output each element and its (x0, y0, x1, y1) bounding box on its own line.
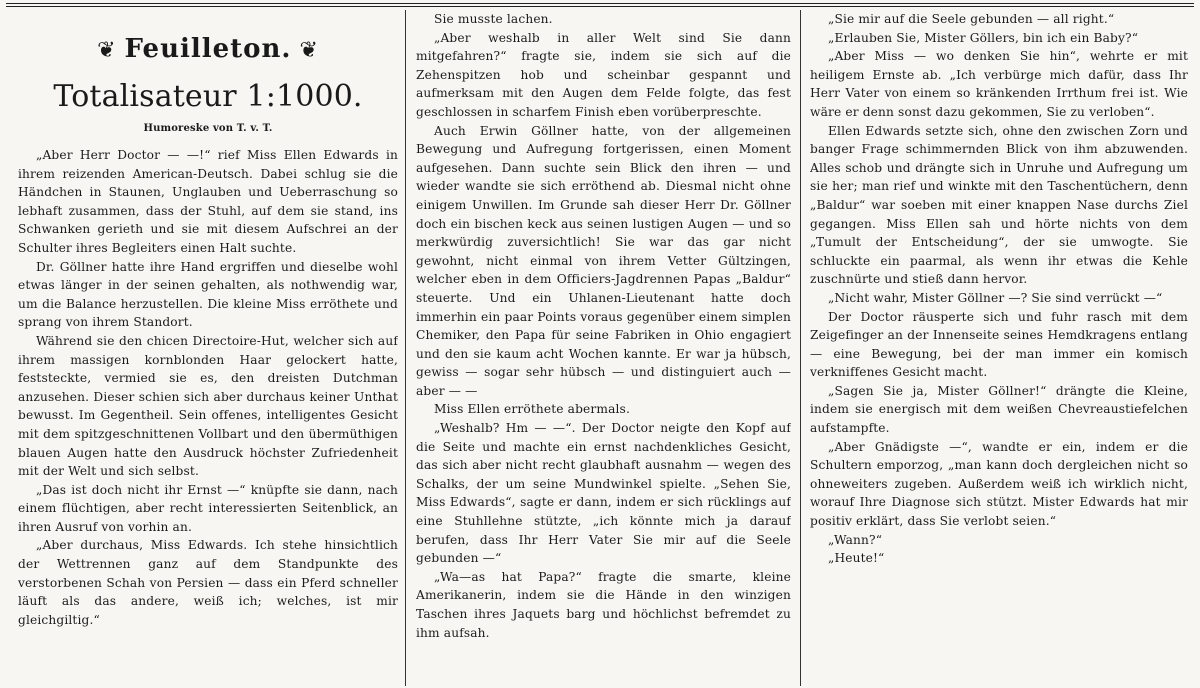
paragraph: Während sie den chicen Directoire-Hut, welcher sich auf ihrem massigen kornblonden Haar gelockert hatte, feststeckte, vermied sie es, den dreisten Dutchman anzusehen. Dieser schien sich aber durchaus keiner Unthat bewusst. Im Gegentheil. Sein offenes, intelligentes Gesicht mit dem spitzgeschnittenen Vollbart und den übermüthigen blauen Augen hatte den Ausdruck höchster Zufriedenheit mit der Welt und sich selbst. (18, 333, 398, 479)
top-double-rule (6, 3, 1194, 7)
column-1 (18, 10, 398, 686)
paragraph: „Aber Miss — wo denken Sie hin“, wehrte er mit heiligem Ernste ab. „Ich verbürge mich dafür, dass Ihr Herr Vater von einem so kränkenden Irrthum frei ist. Wie wäre er denn sonst dazu gekommen, Sie zu verloben“. (810, 49, 1188, 119)
section-heading (18, 34, 398, 66)
article-title: Totalisateur 1:1000. (53, 79, 363, 114)
paragraph: „Das ist doch nicht ihr Ernst —“ knüpfte sie dann, nach einem flüchtigen, aber recht interessierten Seitenblick, an ihren Ausruf von vorhin an. (18, 482, 398, 534)
paragraph: Sie musste lachen. (434, 12, 553, 26)
paragraph: „Wa—as hat Papa?“ fragte die smarte, kleine Amerikanerin, indem sie die Hände in den winzigen Taschen ihres Jaquets barg und höchlichst befremdet zu ihm aufsah. (416, 569, 791, 640)
paragraph: „Sagen Sie ja, Mister Göllner!“ drängte die Kleine, indem sie energisch mit dem weißen Chevreaustiefelchen aufstampfte. (810, 383, 1188, 436)
paragraph: Der Doctor räusperte sich und fuhr rasch mit dem Zeigefinger an der Innenseite seines Hemdkragens entlang — eine Bewegung, bei der man immer ein komisch verkniffenes Gesicht macht. (810, 309, 1188, 380)
paragraph: Ellen Edwards setzte sich, ohne den zwischen Zorn und banger Frage schimmernden Blick von ihm abzuwenden. Alles schob und drängte sich in Unruhe und Aufregung um sie her; man rief und winkte mit den Taschentüchern, denn „Baldur“ war soeben mit einer knappen Nase durchs Ziel gegangen. Miss Ellen sah und hörte nichts von dem „Tumult der Entscheidung“, der sie umwogte. Sie schluckte ein paarmal, als wenn ihr etwas die Kehle zuschnürte und stieß dann hervor. (810, 123, 1188, 287)
paragraph: „Aber Herr Doctor — —!“ rief Miss Ellen Edwards in ihrem reizenden American-Deutsch. Dabei schlug sie die Händchen in Staunen, Unglauben und Ueberraschung so lebhaft zusammen, dass der Stuhl, auf dem sie stand, ins Schwanken gerieth und sie mit diesem Aufschrei an der Schulter ihres Begleiters einen Halt suchte. (18, 148, 398, 255)
paragraph: „Weshalb? Hm — —“. Der Doctor neigte den Kopf auf die Seite und machte ein ernst nachdenkliches Gesicht, das sich aber nicht recht glaubhaft ausnahm — wegen des Schalks, der um seine Mundwinkel spielte. „Sehen Sie, Miss Edwards“, sagte er dann, indem er sich rücklings auf eine Stuhllehne stützte, „ich könnte mich ja darauf berufen, dass Ihr Herr Vater Sie mir auf die Seele gebunden —“ (416, 421, 791, 566)
fleuron-icon: ❦ (97, 38, 117, 63)
paragraph: „Aber weshalb in aller Welt sind Sie dann mitgefahren?“ fragte sie, indem sie sich auf die Zehenspitzen hob und scheinbar gespannt und aufmerksam mit den Augen dem Felde folgte, das fest geschlossen in scharfem Finish eben vorüberpreschte. (416, 30, 791, 119)
column-3 (810, 10, 1188, 686)
paragraph: Auch Erwin Göllner hatte, von der allgemeinen Bewegung und Aufregung fortgerissen, einen Moment aufgesehen. Dann suchte sein Blick den ihren — und wieder wandte sie sich erröthend ab. Diesmal nicht ohne einigem Unwillen. Im Grunde sah dieser Herr Dr. Göllner doch ein bischen keck aus seinen lustigen Augen — und so merkwürdig zuversichtlich! Sie war das gar nicht gewohnt, nicht einmal von ihrem Vetter Gültzingen, welcher eben in dem Officiers-Jagdrennen Papas „Baldur“ steuerte. Und ein Uhlanen-Lieutenant hatte doch immerhin ein paar Points voraus gegenüber einem simplen Chemiker, den Papa für seine Fabriken in Ohio engagiert und den sie kaum acht Wochen kannte. Er war ja hübsch, gewiss — sogar sehr hübsch — und distinguiert auch — aber — — (416, 123, 791, 398)
column-2 (416, 10, 791, 686)
paragraph: „Aber Gnädigste —“, wandte er ein, indem er die Schultern emporzog, „man kann doch dergleichen nicht so ohneweiters zugeben. Außerdem weiß ich wirklich nicht, worauf Ihre Diagnose sich stützt. Mister Edwards hat mir positiv erklärt, dass Sie verlobt seien.“ (810, 439, 1188, 529)
paragraph: „Nicht wahr, Mister Göllner —? Sie sind verrückt —“ (828, 290, 1163, 305)
paragraph: Dr. Göllner hatte ihre Hand ergriffen und dieselbe wohl etwas länger in der seinen gehalten, als nothwendig war, um die Balance herzustellen. Die kleine Miss erröthete und sprang von ihrem Standort. (18, 259, 398, 330)
paragraph: Miss Ellen erröthete abermals. (434, 402, 630, 417)
byline: Humoreske von T. v. T. (143, 123, 273, 134)
section-label: Feuilleton. (124, 34, 292, 64)
column-divider (405, 10, 406, 686)
paragraph: „Aber durchaus, Miss Edwards. Ich stehe hinsichtlich der Wettrennen ganz auf dem Standpunkte des verstorbenen Schah von Persien — dass ein Pferd schneller läuft als das andere, weiß ich; welches, ist mir gleichgiltig.“ (18, 538, 398, 627)
paragraph: „Erlauben Sie, Mister Göllers, bin ich ein Baby?“ (828, 30, 1139, 45)
paragraph: „Sie mir auf die Seele gebunden — all right.“ (828, 12, 1115, 26)
paragraph: „Heute!“ (828, 551, 885, 566)
paragraph: „Wann?“ (828, 532, 883, 547)
fleuron-icon: ❦ (299, 38, 319, 63)
column-divider (800, 10, 801, 686)
